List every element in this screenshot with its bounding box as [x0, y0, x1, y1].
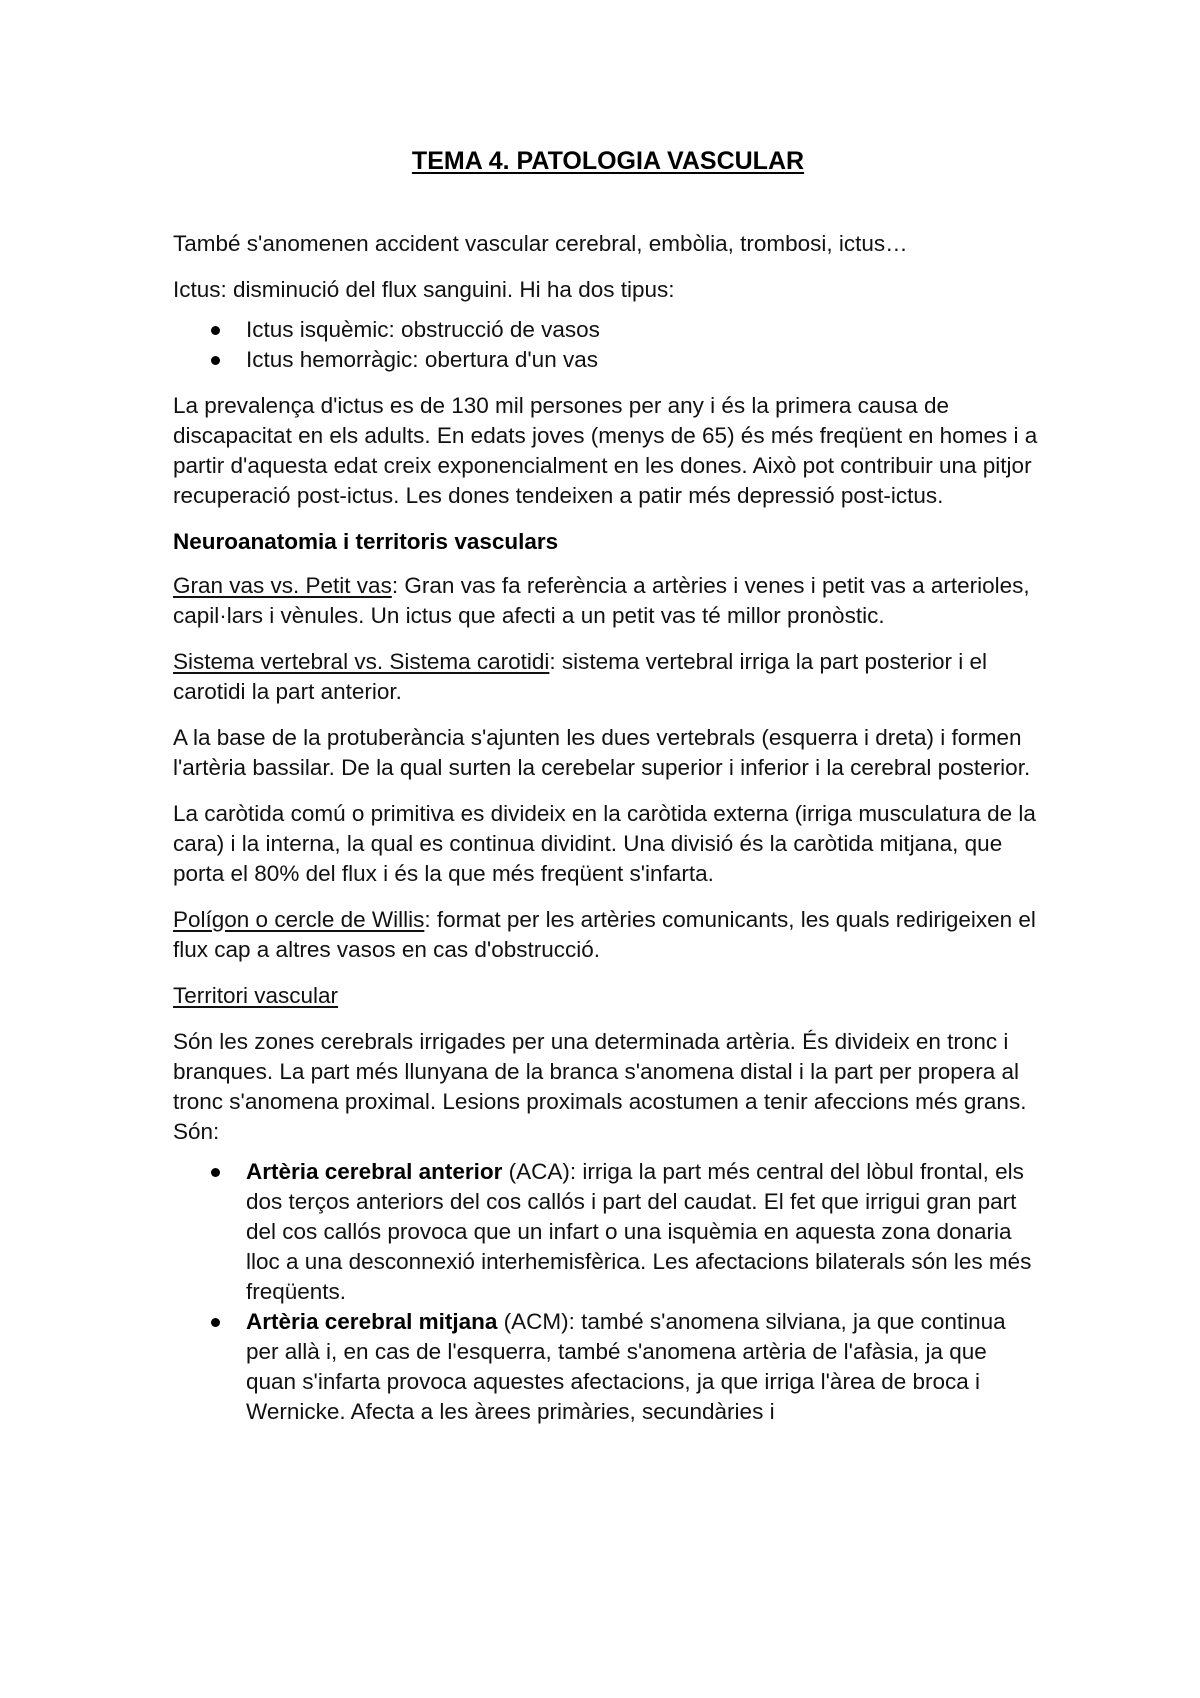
list-item: [173, 345, 1043, 375]
artery-name: Artèria cerebral anterior: [246, 1159, 503, 1184]
paragraph-text: : Gran vas fa referència a artèries i venes i petit vas a arterioles, capil·lars i vènules. Un ictus que afecti a un petit vas té millor pronòstic.: [173, 573, 1030, 628]
list-item: [173, 315, 1043, 345]
paragraph-text: : sistema vertebral irriga la part posterior i el carotidi la part anterior.: [173, 649, 988, 704]
paragraph-carotid: La caròtida comú o primitiva es divideix en la caròtida externa (irriga musculatura de la cara) i la interna, la qual es continua dividint. Una divisió és la caròtida mitjana, que porta el 80% del flux i és la que més freqüent s'infarta.: [173, 801, 1036, 886]
list-item-text: Ictus isquèmic: obstrucció de vasos: [246, 317, 600, 342]
paragraph-ictus-definition: Ictus: disminució del flux sanguini. Hi ha dos tipus:: [173, 277, 675, 302]
list-item: [173, 1157, 1043, 1307]
bullet-icon: [211, 326, 220, 335]
bullet-icon: [211, 356, 220, 365]
term-underlined: Gran vas vs. Petit vas: [173, 573, 392, 598]
term-underlined: Sistema vertebral vs. Sistema carotidi: [173, 649, 550, 674]
paragraph-vessel-size: [173, 571, 1043, 631]
document-title: TEMA 4. PATOLOGIA VASCULAR: [411, 147, 805, 175]
arteries-list: [173, 1157, 1043, 1427]
subheading-vascular-territory: [173, 981, 1043, 1011]
term-underlined: Polígon o cercle de Willis: [173, 907, 425, 932]
paragraph-willis: [173, 905, 1043, 965]
term-underlined: Territori vascular: [173, 983, 339, 1008]
paragraph-synonyms: També s'anomenen accident vascular cerebral, embòlia, trombosi, ictus…: [173, 231, 908, 256]
paragraph-vertebral-system: [173, 647, 1043, 707]
list-item: [173, 1307, 1043, 1427]
artery-name: Artèria cerebral mitjana: [246, 1309, 498, 1334]
paragraph-prevalence: La prevalença d'ictus es de 130 mil persones per any i és la primera causa de discapacitat en els adults. En edats joves (menys de 65) és més freqüent en homes i a partir d'aquesta edat creix exponencialment en les dones. Això pot contribuir una pitjor recuperació post-ictus. Les dones tendeixen a patir més depressió post-ictus.: [173, 393, 1038, 508]
paragraph-text: : format per les artèries comunicants, les quals redirigeixen el flux cap a altres vasos en cas d'obstrucció.: [173, 907, 1036, 962]
paragraph-territory: Són les zones cerebrals irrigades per una determinada artèria. És divideix en tronc i branques. La part més llunyana de la branca s'anomena distal i la part per propera al tronc s'anomena proximal. Lesions proximals acostumen a tenir afeccions més grans. Són:: [173, 1029, 1027, 1144]
section-heading: Neuroanatomia i territoris vasculars: [173, 529, 559, 554]
list-item-text: Ictus hemorràgic: obertura d'un vas: [246, 347, 598, 372]
artery-description: (ACA): irriga la part més central del lòbul frontal, els dos terços anteriors del cos callós i part del caudat. El fet que irrigui gran part del cos callós provoca que un infart o una isquèmia en aquesta zona donaria lloc a una desconnexió interhemisfèrica. Les afectacions bilaterals són les més freqüents.: [246, 1159, 1032, 1304]
document-body: [173, 145, 1043, 1443]
bullet-icon: [211, 1168, 220, 1177]
artery-description: (ACM): també s'anomena silviana, ja que continua per allà i, en cas de l'esquerra, també s'anomena artèria de l'afàsia, ja que quan s'infarta provoca aquestes afectacions, ja que irriga l'àrea de broca i Wernicke. Afecta a les àrees primàries, secundàries i: [246, 1309, 1006, 1424]
bullet-icon: [211, 1318, 220, 1327]
paragraph-basilar: A la base de la protuberància s'ajunten les dues vertebrals (esquerra i dreta) i formen l'artèria bassilar. De la qual surten la cerebelar superior i inferior i la cerebral posterior.: [173, 725, 1031, 780]
ictus-types-list: [173, 315, 1043, 375]
